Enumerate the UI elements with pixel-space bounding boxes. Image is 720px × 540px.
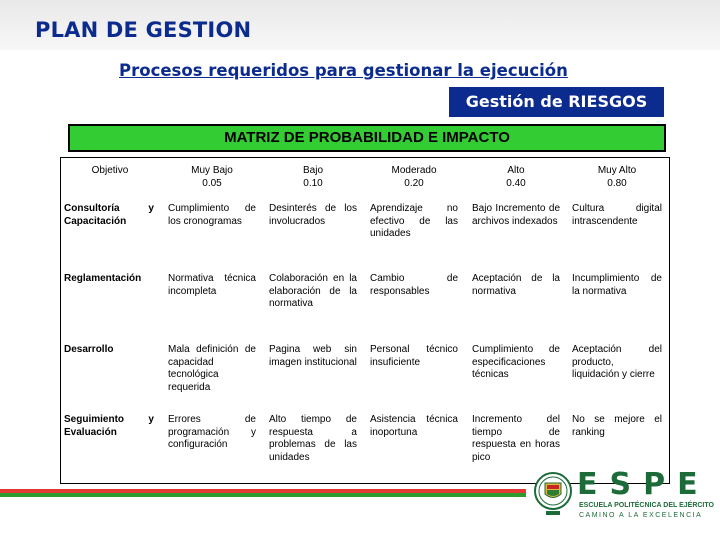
header-cell-bajo: Bajo 0.10: [302, 165, 323, 189]
table-cell: Incremento del tiempo de respuesta en horas pico: [472, 414, 560, 463]
table-cell: Aceptación del producto, liquidación y cierre: [572, 344, 662, 380]
table-cell: Colaboración en la elaboración de la normativa: [269, 273, 357, 309]
espe-logo: [533, 467, 713, 525]
espe-crest-icon: [533, 467, 573, 519]
table-cell: Normativa técnica incompleta: [168, 273, 256, 297]
header-cell-objetivo: Objetivo: [91, 165, 129, 176]
table-cell: Aceptación de la normativa: [472, 273, 560, 297]
table-cell: Asistencia técnica inoportuna: [370, 414, 458, 438]
row-label-consultoria: Consultoría y Capacitación: [64, 203, 154, 227]
table-cell: Aprendizaje no efectivo de las unidades: [370, 203, 458, 239]
table-cell: Errores de programación y configuración: [168, 414, 256, 450]
table-cell: Personal técnico insuficiente: [370, 344, 458, 368]
table-cell: Cambio de responsables: [370, 273, 458, 297]
table-cell: Cumplimiento de especificaciones técnicas: [472, 344, 560, 380]
table-cell: Incumplimiento de la normativa: [572, 273, 662, 297]
row-label-desarrollo: Desarrollo: [64, 344, 114, 355]
logo-motto: CAMINO A LA EXCELENCIA: [579, 512, 703, 519]
row-label-seguimiento: Seguimiento y Evaluación: [64, 414, 154, 438]
table-cell: No se mejore el ranking: [572, 414, 662, 438]
matrix-title: MATRIZ DE PROBABILIDAD E IMPACTO: [68, 124, 666, 152]
page-title: PLAN DE GESTION: [35, 18, 252, 42]
header-cell-moderado: Moderado 0.20: [391, 165, 437, 189]
table-cell: Cumplimiento de los cronogramas: [168, 203, 256, 227]
table-cell: Alto tiempo de respuesta a problemas de las unidades: [269, 414, 357, 463]
table-cell: Cultura digital intrascendente: [572, 203, 662, 227]
table-cell: Bajo Incremento de archivos indexados: [472, 203, 560, 227]
section-label: Gestión de RIESGOS: [449, 87, 664, 117]
table-cell: Desinterés de los involucrados: [269, 203, 357, 227]
table-cell: Pagina web sin imagen institucional: [269, 344, 357, 368]
header-cell-muy-bajo: Muy Bajo 0.05: [191, 165, 233, 189]
header-cell-alto: Alto 0.40: [506, 165, 526, 189]
footer-stripe-green: [0, 493, 526, 497]
row-label-reglamentacion: Reglamentación: [64, 273, 142, 284]
page-subtitle: Procesos requeridos para gestionar la ejecución: [119, 61, 568, 80]
logo-name: ESPE: [577, 467, 710, 502]
logo-subtitle: ESCUELA POLITÉCNICA DEL EJÉRCITO: [579, 502, 714, 509]
header-cell-muy-alto: Muy Alto 0.80: [597, 165, 637, 189]
table-cell: Mala definición de capacidad tecnológica requerida: [168, 344, 256, 393]
